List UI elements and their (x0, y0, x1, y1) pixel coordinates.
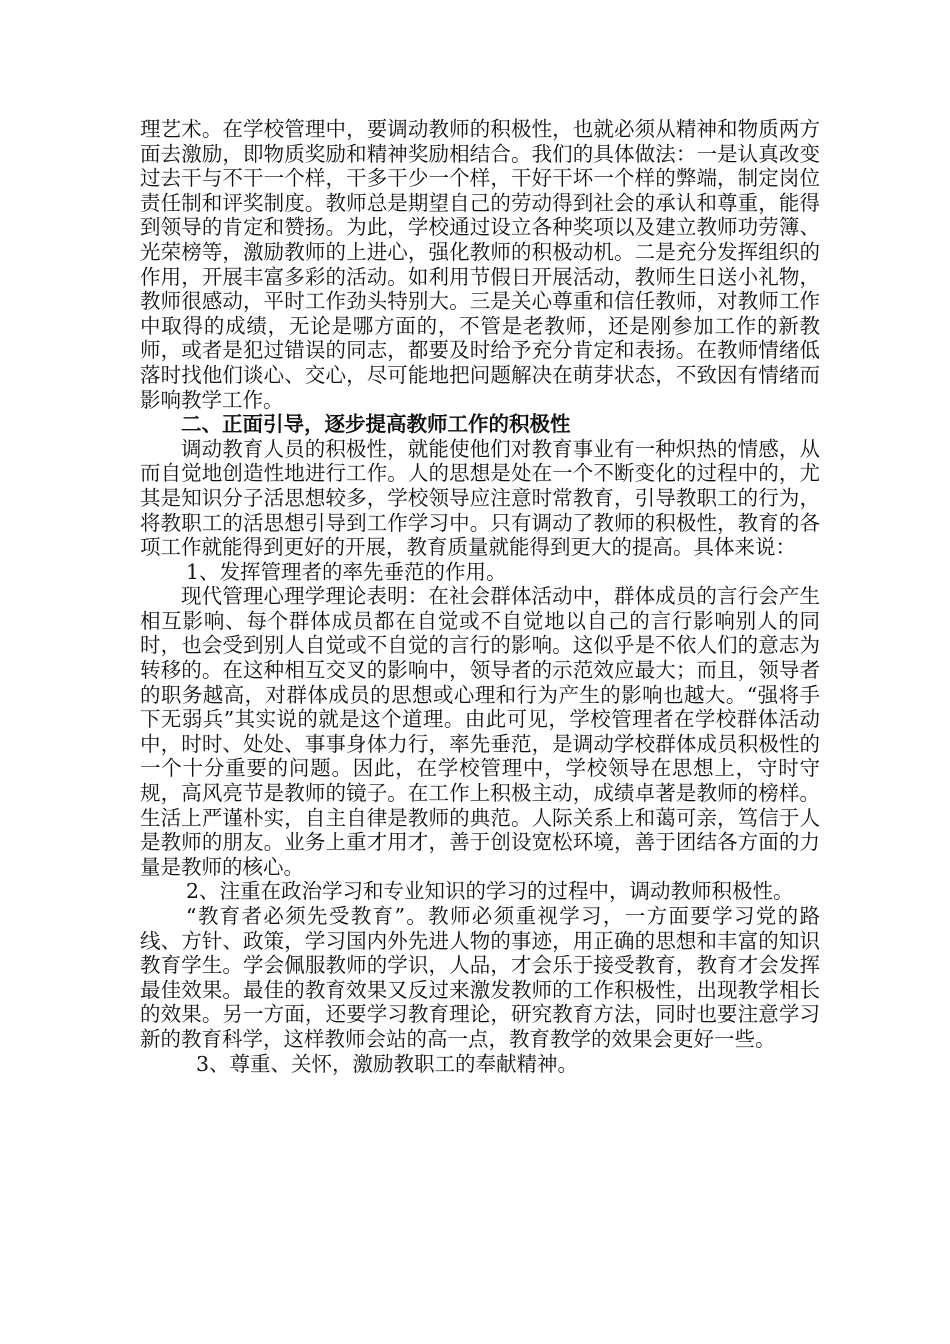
paragraph-incentive-methods: 理艺术。在学校管理中，要调动教师的积极性，也就必须从精神和物质两方面去激励，即物质奖励和精神奖励相结合。我们的具体做法：一是认真改变过去干与不干一个样，干多干少一个样，干好干坏一个样的弊端，制定岗位责任制和评奖制度。教师总是期望自己的劳动得到社会的承认和尊重，能得到领导的肯定和赞扬。为此，学校通过设立各种奖项以及建立教师功劳簿、光荣榜等，激励教师的上进心，强化教师的积极动机。二是充分发挥组织的作用，开展丰富多彩的活动。如利用节假日开展活动，教师生日送小礼物，教师很感动，平时工作劲头特别大。三是关心尊重和信任教师，对教师工作中取得的成绩，无论是哪方面的，不管是老教师，还是刚参加工作的新教师，或者是犯过错误的同志，都要及时给予充分肯定和表扬。在教师情绪低落时找他们谈心、交心，尽可能地把问题解决在萌芽状态，不致因有情绪而影响教学工作。 (140, 117, 820, 412)
paragraph-education-first: “教育者必须先受教育”。教师必须重视学习，一方面要学习党的路线、方针、政策，学习国内外先进人物的事迹，用正确的思想和丰富的知识教育学生。学会佩服教师的学识，人品，才会乐于接受教育，教育才会发挥最佳效果。最佳的教育效果又反过来激发教师的工作积极性，出现教学相长的效果。另一方面，还要学习教育理论，研究教育方法，同时也要注意学习新的教育科学，这样教师会站的高一点，教育教学的效果会更好一些。 (140, 904, 820, 1051)
paragraph-mobilize-enthusiasm: 调动教育人员的积极性，就能使他们对教育事业有一种炽热的情感，从而自觉地创造性地进行工作。人的思想是处在一个不断变化的过程中的，尤其是知识分子活思想较多，学校领导应注意时常教育，引导教职工的行为，将教职工的活思想引导到工作学习中。只有调动了教师的积极性，教育的各项工作就能得到更好的开展，教育质量就能得到更大的提高。具体来说： (140, 436, 820, 560)
paragraph-management-psychology: 现代管理心理学理论表明：在社会群体活动中，群体成员的言行会产生相互影响、每个群体成员都在自觉或不自觉地以自己的言行影响别人的同时，也会受到别人自觉或不自觉的言行的影响。这似乎是不依人们的意志为转移的。在这种相互交叉的影响中，领导者的示范效应最大；而且，领导者的职务越高，对群体成员的思想或心理和行为产生的影响也越大。“强将手下无弱兵”其实说的就是这个道理。由此可见，学校管理者在学校群体活动中，时时、处处、事事身体力行，率先垂范，是调动学校群体成员积极性的一个十分重要的问题。因此，在学校管理中，学校领导在思想上，守时守规，高风亮节是教师的镜子。在工作上积极主动，成绩卓著是教师的榜样。生活上严谨朴实，自主自律是教师的典范。人际关系上和蔼可亲，笃信于人是教师的朋友。业务上重才用才，善于创设宽松环境，善于团结各方面的力量是教师的核心。 (140, 584, 820, 879)
subsection-heading-1: 1、发挥管理者的率先垂范的作用。 (186, 559, 507, 584)
subsection-heading-3: 3、尊重、关怀，激励教职工的奉献精神。 (196, 1051, 579, 1076)
subsection-heading-2: 2、注重在政治学习和专业知识的学习的过程中，调动教师积极性。 (186, 879, 794, 904)
document-body (140, 117, 820, 1076)
section-heading-positive-guidance: 二、正面引导，逐步提高教师工作的积极性 (181, 412, 571, 437)
